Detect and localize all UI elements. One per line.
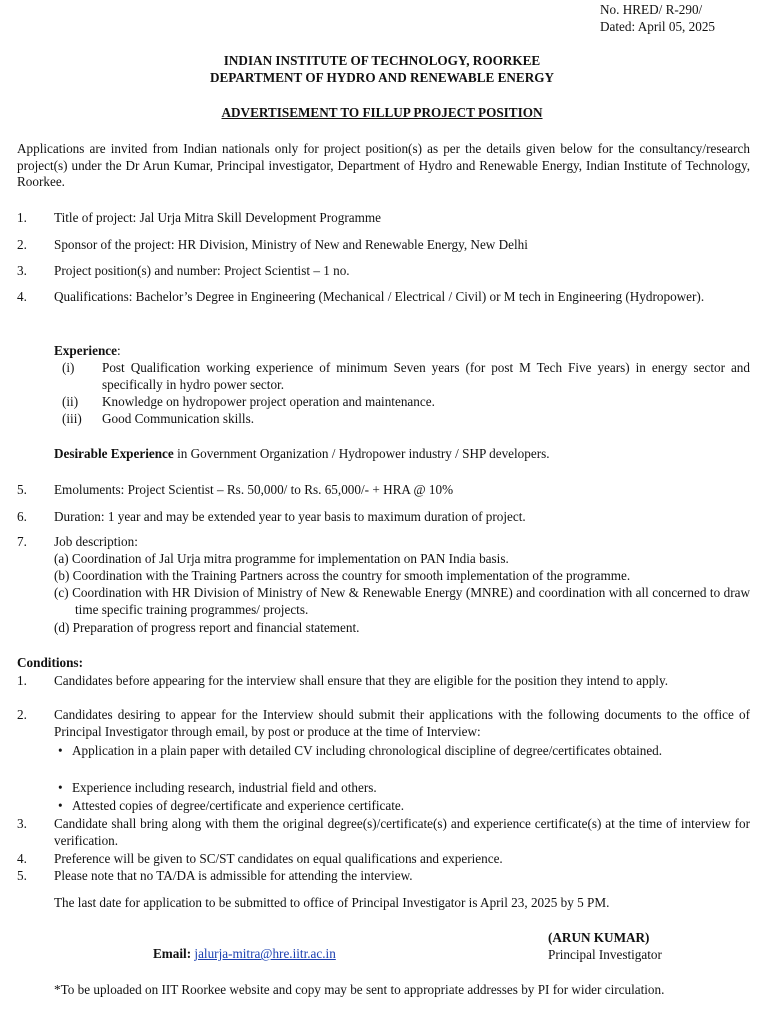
roman-numeral: (iii) (62, 411, 82, 426)
bullet-icon: • (58, 743, 63, 758)
experience-label: Experience (54, 343, 117, 358)
roman-numeral: (ii) (62, 394, 79, 409)
bullet-icon: • (58, 798, 63, 813)
desirable-text: in Government Organization / Hydropower industry / SHP developers. (173, 446, 550, 461)
item-text: Duration: 1 year and may be extended year to year basis to maximum duration of project. (54, 509, 526, 524)
item-number: 7. (17, 534, 27, 549)
desirable-label: Desirable Experience (54, 446, 174, 461)
reference-block (600, 1, 715, 35)
reference-date: Dated: April 05, 2025 (600, 19, 716, 34)
item-text: Project position(s) and number: Project Scientist – 1 no. (54, 263, 350, 278)
item-number: 5. (17, 482, 27, 497)
item-text: Emoluments: Project Scientist – Rs. 50,000/ to Rs. 65,000/- + HRA @ 10% (54, 482, 454, 497)
reference-number: No. HRED/ R-290/ (600, 2, 703, 17)
roman-numeral: (i) (62, 360, 75, 375)
conditions-heading: Conditions: (17, 655, 83, 670)
bullet-icon: • (58, 780, 63, 795)
item-number: 6. (17, 509, 27, 524)
item-number: 1. (17, 210, 27, 225)
email-label: Email: (153, 946, 192, 961)
item-text: Title of project: Jal Urja Mitra Skill Development Programme (54, 210, 381, 225)
email-link[interactable]: jalurja-mitra@hre.iitr.ac.in (194, 946, 336, 961)
item-number: 4. (17, 289, 27, 304)
item-text: Sponsor of the project: HR Division, Ministry of New and Renewable Energy, New Delhi (54, 237, 528, 252)
institute-name: INDIAN INSTITUTE OF TECHNOLOGY, ROORKEE (223, 53, 541, 68)
experience-text: Good Communication skills. (102, 411, 255, 426)
department-name: DEPARTMENT OF HYDRO AND RENEWABLE ENERGY (209, 70, 555, 85)
email-line (153, 946, 336, 963)
advertisement-title: ADVERTISEMENT TO FILLUP PROJECT POSITION (221, 105, 543, 120)
experience-colon: : (117, 343, 121, 358)
intro-paragraph: Applications are invited from Indian nationals only for project position(s) as per the details given below for the consultancy/research project(s) under the Dr Arun Kumar, Principal investigator, Department of Hydro and Renewable Energy, Indian Institute of Technology, Roorkee. (17, 141, 750, 189)
item-number: 2. (17, 237, 27, 252)
signature-block (548, 930, 662, 963)
experience-text: Knowledge on hydropower project operation and maintenance. (102, 394, 435, 409)
signatory-name: (ARUN KUMAR) (548, 930, 650, 945)
item-text: Qualifications: Bachelor’s Degree in Engineering (Mechanical / Electrical / Civil) or M tech in Engineering (Hydropower). (54, 289, 705, 304)
item-text: Job description: (54, 534, 138, 549)
item-number: 3. (17, 263, 27, 278)
experience-text: Post Qualification working experience of minimum Seven years (for post M Tech Five years) in energy sector and specifically in hydro power sector. (102, 360, 750, 392)
signatory-role: Principal Investigator (548, 946, 662, 962)
